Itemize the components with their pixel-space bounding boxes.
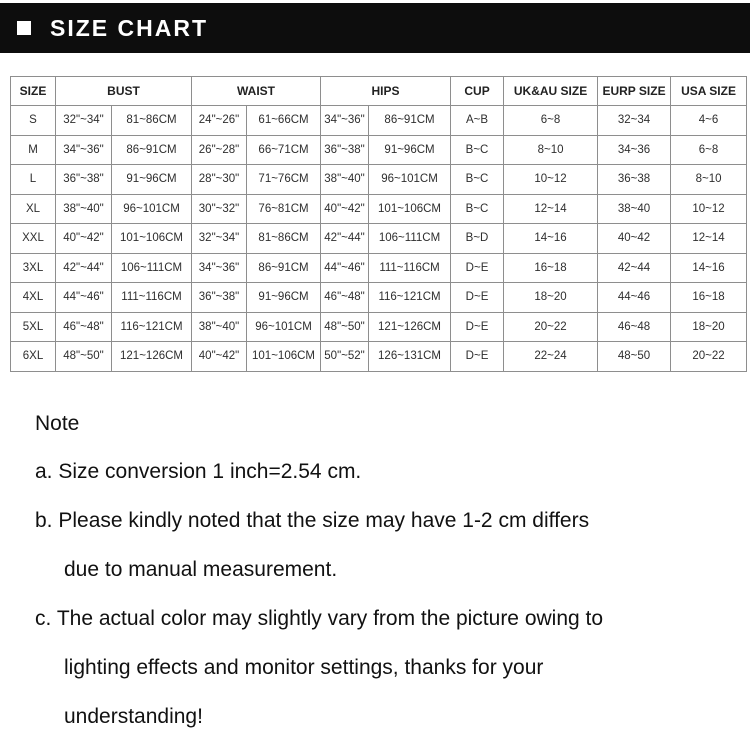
note-item-b xyxy=(35,510,750,581)
note-item-c xyxy=(35,608,750,728)
table-cell: 91~96CM xyxy=(112,165,192,195)
table-cell: 48"~50" xyxy=(321,312,369,342)
table-cell: 34~36 xyxy=(598,135,671,165)
table-cell: 28"~30" xyxy=(192,165,247,195)
table-cell: 16~18 xyxy=(671,283,747,313)
table-cell: 36"~38" xyxy=(321,135,369,165)
table-cell: 50"~52" xyxy=(321,342,369,372)
table-row xyxy=(11,283,747,313)
table-cell: 66~71CM xyxy=(247,135,321,165)
table-cell: 34"~36" xyxy=(56,135,112,165)
note-line: a. Size conversion 1 inch=2.54 cm. xyxy=(35,459,362,483)
table-cell: 116~121CM xyxy=(369,283,451,313)
table-cell: 20~22 xyxy=(504,312,598,342)
note-line: understanding! xyxy=(64,704,203,728)
table-cell: 81~86CM xyxy=(247,224,321,254)
table-cell: 8~10 xyxy=(671,165,747,195)
table-cell: 106~111CM xyxy=(369,224,451,254)
table-cell: 40"~42" xyxy=(56,224,112,254)
table-cell: 38~40 xyxy=(598,194,671,224)
table-cell: 44~46 xyxy=(598,283,671,313)
table-cell: B~C xyxy=(451,135,504,165)
table-cell: 38"~40" xyxy=(56,194,112,224)
table-cell: L xyxy=(11,165,56,195)
white-square-icon xyxy=(17,21,31,35)
table-body xyxy=(11,106,747,372)
table-cell: 34"~36" xyxy=(321,106,369,136)
table-cell: 44"~46" xyxy=(56,283,112,313)
table-cell: 30"~32" xyxy=(192,194,247,224)
table-cell: 36~38 xyxy=(598,165,671,195)
table-cell: A~B xyxy=(451,106,504,136)
table-row xyxy=(11,312,747,342)
column-header: BUST xyxy=(56,77,192,106)
table-cell: 18~20 xyxy=(504,283,598,313)
table-cell: 96~101CM xyxy=(247,312,321,342)
table-cell: 14~16 xyxy=(671,253,747,283)
table-cell: 42"~44" xyxy=(321,224,369,254)
note-line: c. The actual color may slightly vary from the picture owing to xyxy=(35,606,604,630)
table-cell: 44"~46" xyxy=(321,253,369,283)
table-cell: B~D xyxy=(451,224,504,254)
note-line: b. Please kindly noted that the size may have 1-2 cm differs xyxy=(35,508,590,532)
table-cell: 46~48 xyxy=(598,312,671,342)
table-cell: 46"~48" xyxy=(321,283,369,313)
table-cell: 42"~44" xyxy=(56,253,112,283)
table-cell: 32"~34" xyxy=(192,224,247,254)
table-row xyxy=(11,135,747,165)
table-cell: 96~101CM xyxy=(112,194,192,224)
table-cell: 40"~42" xyxy=(192,342,247,372)
table-cell: 111~116CM xyxy=(112,283,192,313)
table-cell: 86~91CM xyxy=(112,135,192,165)
table-cell: D~E xyxy=(451,342,504,372)
table-cell: 46"~48" xyxy=(56,312,112,342)
table-cell: 48~50 xyxy=(598,342,671,372)
table-row xyxy=(11,165,747,195)
table-row xyxy=(11,194,747,224)
table-cell: 8~10 xyxy=(504,135,598,165)
table-cell: 36"~38" xyxy=(192,283,247,313)
column-header: EURP SIZE xyxy=(598,77,671,106)
table-cell: 36"~38" xyxy=(56,165,112,195)
table-cell: 5XL xyxy=(11,312,56,342)
table-cell: 16~18 xyxy=(504,253,598,283)
column-header: HIPS xyxy=(321,77,451,106)
table-row xyxy=(11,253,747,283)
table-cell: 91~96CM xyxy=(247,283,321,313)
table-cell: D~E xyxy=(451,253,504,283)
notes-section xyxy=(35,412,750,728)
table-cell: 116~121CM xyxy=(112,312,192,342)
table-cell: 40~42 xyxy=(598,224,671,254)
note-item-a xyxy=(35,461,750,483)
table-cell: 38"~40" xyxy=(192,312,247,342)
column-header: WAIST xyxy=(192,77,321,106)
table-cell: 32"~34" xyxy=(56,106,112,136)
table-cell: 76~81CM xyxy=(247,194,321,224)
table-cell: 126~131CM xyxy=(369,342,451,372)
table-cell: 22~24 xyxy=(504,342,598,372)
table-cell: 121~126CM xyxy=(369,312,451,342)
table-cell: 38"~40" xyxy=(321,165,369,195)
size-chart-banner xyxy=(0,3,750,53)
notes-title: Note xyxy=(35,411,80,435)
column-header: SIZE xyxy=(11,77,56,106)
size-chart-table xyxy=(10,76,747,372)
table-cell: 20~22 xyxy=(671,342,747,372)
table-cell: 91~96CM xyxy=(369,135,451,165)
table-cell: 48"~50" xyxy=(56,342,112,372)
table-row xyxy=(11,342,747,372)
table-row xyxy=(11,106,747,136)
column-header: UK&AU SIZE xyxy=(504,77,598,106)
table-header-row xyxy=(11,77,747,106)
table-cell: D~E xyxy=(451,312,504,342)
note-line: due to manual measurement. xyxy=(64,557,338,581)
table-cell: 101~106CM xyxy=(112,224,192,254)
table-cell: 4~6 xyxy=(671,106,747,136)
table-cell: XL xyxy=(11,194,56,224)
table-row xyxy=(11,224,747,254)
banner-title: SIZE CHART xyxy=(50,14,208,41)
table-cell: 111~116CM xyxy=(369,253,451,283)
table-cell: 106~111CM xyxy=(112,253,192,283)
table-cell: 6XL xyxy=(11,342,56,372)
table-cell: 26"~28" xyxy=(192,135,247,165)
table-cell: 32~34 xyxy=(598,106,671,136)
table-cell: 10~12 xyxy=(671,194,747,224)
table-cell: 6~8 xyxy=(671,135,747,165)
table-cell: 14~16 xyxy=(504,224,598,254)
table-cell: 12~14 xyxy=(504,194,598,224)
column-header: CUP xyxy=(451,77,504,106)
table-cell: B~C xyxy=(451,165,504,195)
table-cell: 40"~42" xyxy=(321,194,369,224)
table-cell: 4XL xyxy=(11,283,56,313)
table-cell: 81~86CM xyxy=(112,106,192,136)
table-cell: 12~14 xyxy=(671,224,747,254)
column-header: USA SIZE xyxy=(671,77,747,106)
table-cell: B~C xyxy=(451,194,504,224)
table-cell: 34"~36" xyxy=(192,253,247,283)
table-cell: 121~126CM xyxy=(112,342,192,372)
table-cell: D~E xyxy=(451,283,504,313)
table-cell: 71~76CM xyxy=(247,165,321,195)
table-cell: 10~12 xyxy=(504,165,598,195)
table-cell: 96~101CM xyxy=(369,165,451,195)
table-header xyxy=(11,77,747,106)
table-cell: 101~106CM xyxy=(369,194,451,224)
table-cell: 86~91CM xyxy=(369,106,451,136)
table-cell: 101~106CM xyxy=(247,342,321,372)
table-cell: M xyxy=(11,135,56,165)
table-cell: 6~8 xyxy=(504,106,598,136)
table-cell: 3XL xyxy=(11,253,56,283)
table-cell: 24"~26" xyxy=(192,106,247,136)
table-cell: 42~44 xyxy=(598,253,671,283)
table-cell: 61~66CM xyxy=(247,106,321,136)
table-cell: 86~91CM xyxy=(247,253,321,283)
note-line: lighting effects and monitor settings, thanks for your xyxy=(64,655,544,679)
table-cell: XXL xyxy=(11,224,56,254)
table-cell: 18~20 xyxy=(671,312,747,342)
table-cell: S xyxy=(11,106,56,136)
